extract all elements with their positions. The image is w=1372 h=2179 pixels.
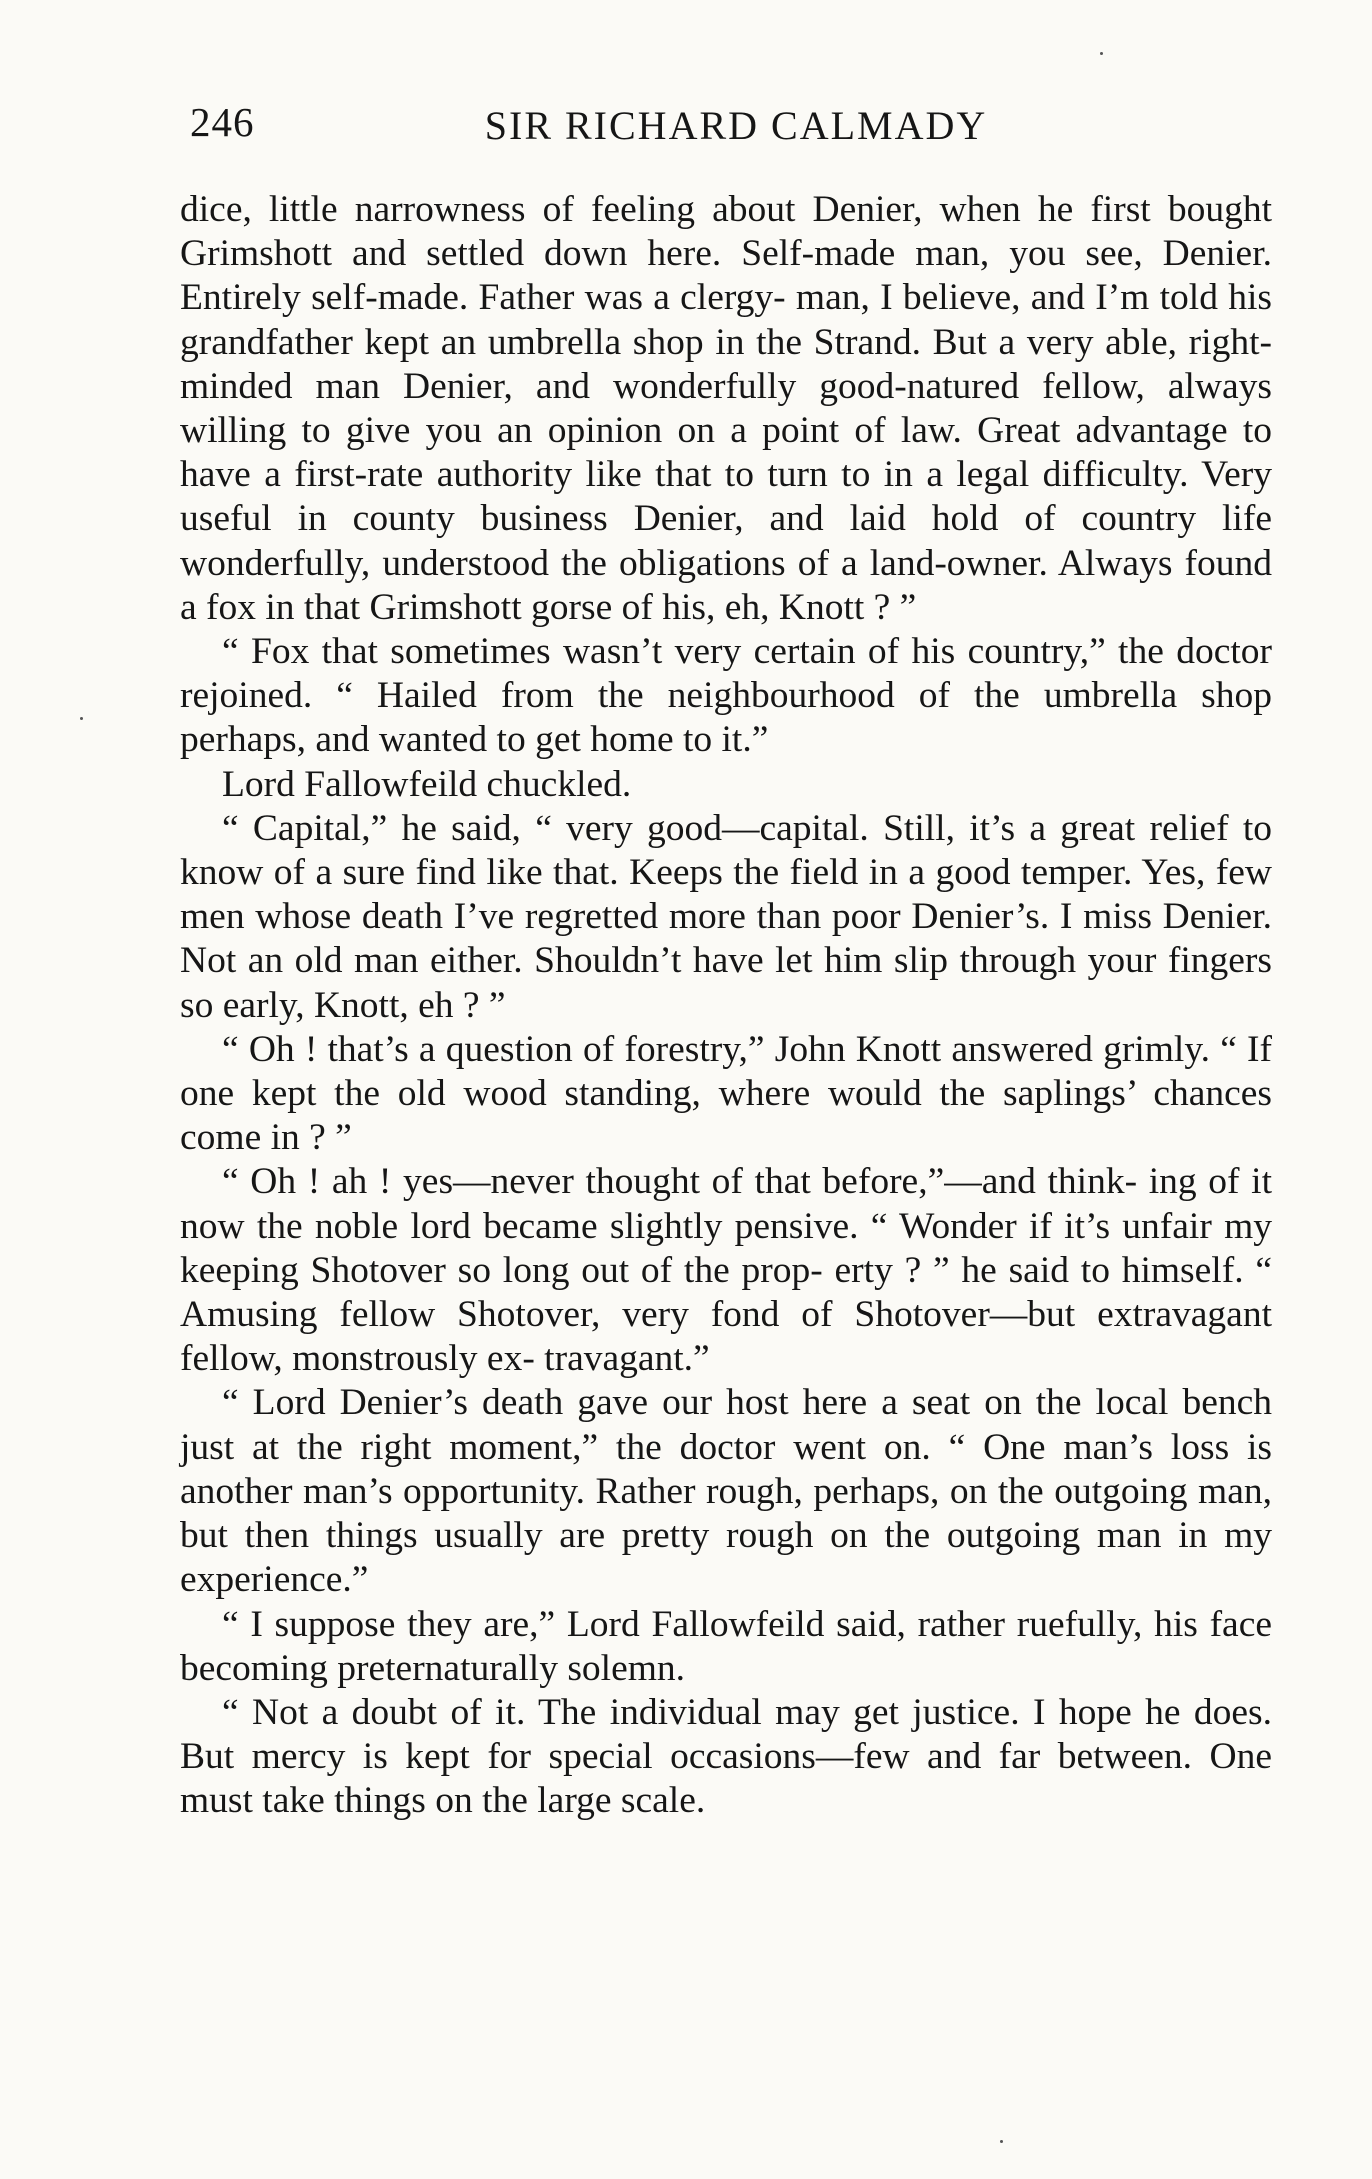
paragraph: “ Fox that sometimes wasn’t very certain of his country,” the doctor rejoined. “ Hailed from the neighbourhood of the umbrella shop perhaps, and wanted to get home to it.” <box>180 631 1272 761</box>
paragraph: “ Capital,” he said, “ very good—capital. Still, it’s a great relief to know of a sure find like that. Keeps the field in a good temper. Yes, few men whose death I’ve regretted more than poor Denier’s. I miss Denier. Not an old man either. Shouldn’t have let him slip through your fingers so early, Knott, eh ? ” <box>180 807 1272 1026</box>
page-number: 246 <box>190 99 255 145</box>
paragraph: “ Lord Denier’s death gave our host here a seat on the local bench just at the right moment,” the doctor went on. “ One man’s loss is another man’s opportunity. Rather rough, perhaps, on the outgoing man, but then things usually are pretty rough on the outgoing man in my experience.” <box>180 1382 1272 1601</box>
paragraph: “ Not a doubt of it. The individual may get justice. I hope he does. But mercy is kept for special occasions—few and far between. One must take things on the large scale. <box>180 1691 1272 1822</box>
page-header <box>190 98 1282 158</box>
paragraph: “ I suppose they are,” Lord Fallowfeild said, rather ruefully, his face becoming preternaturally solemn. <box>180 1603 1272 1689</box>
paragraph: “ Oh ! ah ! yes—never thought of that before,”—and think- ing of it now the noble lord became slightly pensive. “ Wonder if it’s unfair my keeping Shotover so long out of the prop- erty ? ” he said to himself. “ Amusing fellow Shotover, very fond of Shotover—but extravagant fellow, monstrously ex- travagant.” <box>180 1161 1272 1380</box>
running-head: SIR RICHARD CALMADY <box>484 103 988 148</box>
scan-speck <box>1000 2140 1003 2143</box>
scan-speck <box>80 717 83 720</box>
scan-speck <box>1100 52 1103 55</box>
paragraph-continuation: dice, little narrowness of feeling about Denier, when he first bought Grimshott and settled down here. Self-made man, you see, Denier. Entirely self-made. Father was a clergy- man, I believe, and I’m told his grandfather kept an umbrella shop in the Strand. But a very able, right-minded man Denier, and wonderfully good-natured fellow, always willing to give you an opinion on a point of law. Great advantage to have a first-rate authority like that to turn to in a legal difficulty. Very useful in county business Denier, and laid hold of country life wonderfully, understood the obligations of a land-owner. Always found a fox in that Grimshott gorse of his, eh, Knott ? ” <box>180 189 1272 628</box>
body-text <box>180 188 1272 1824</box>
paragraph: Lord Fallowfeild chuckled. <box>222 763 632 805</box>
paragraph: “ Oh ! that’s a question of forestry,” John Knott answered grimly. “ If one kept the old wood standing, where would the saplings’ chances come in ? ” <box>180 1028 1272 1159</box>
